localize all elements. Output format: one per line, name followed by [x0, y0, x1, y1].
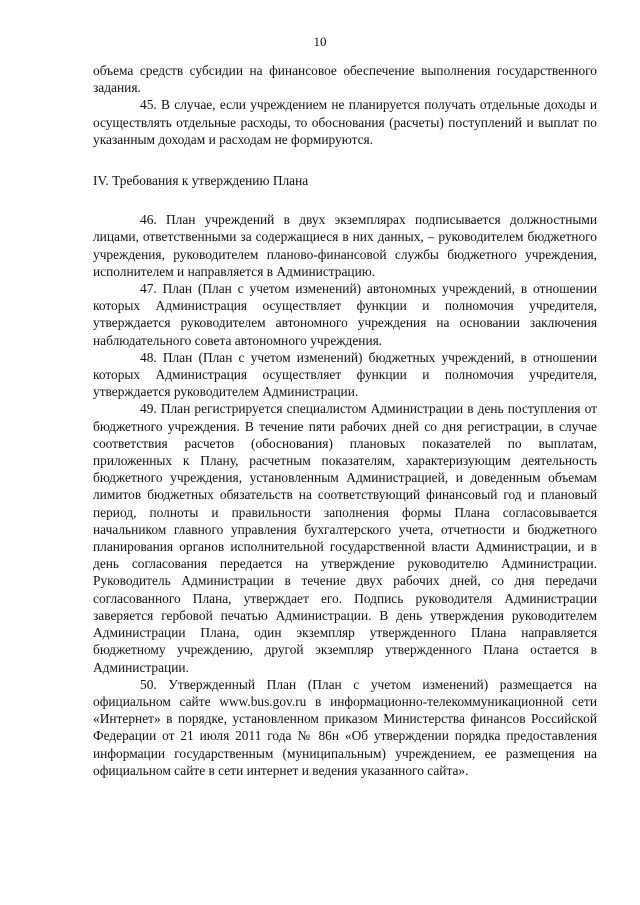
- section-heading: IV. Требования к утверждению Плана: [93, 173, 309, 189]
- page-number: 10: [313, 34, 327, 49]
- paragraph-47: 47. План (План с учетом изменений) автономных учреждений, в отношении которых Администрация осуществляет функции и полномочия учредителя, утверждается руководителем автономного учреждения на основании заключения наблюдательного совета автономного учреждения.: [93, 281, 597, 348]
- paragraph-44-continuation: объема средств субсидии на финансовое обеспечение выполнения государственного задания.: [93, 63, 597, 96]
- paragraph-49: 49. План регистрируется специалистом Администрации в день поступления от бюджетного учреждения. В течение пяти рабочих дней со дня регистрации, в случае соответствия расчетов (обоснования) плановых показателей по выплатам, приложенных к Плану, расчетным показателям, характеризующим деятельность бюджетного учреждения, установленным Администрацией, и доведенным объемам лимитов бюджетных обязательств на соответствующий финансовый год и плановый период, полноты и правильности заполнения формы Плана согласовывается начальником главного управления бухгалтерского учета, отчетности и бюджетного планирования органов исполнительной государственной власти Администрации, и в день согласования передается на утверждение руководителю Администрации. Руководитель Администрации в течение двух рабочих дней, со дня передачи согласованного Плана, утверждает его. Подпись руководителя Администрации заверяется гербовой печатью Администрации. В день утверждения руководителем Администрации Плана, один экземпляр утвержденного Плана направляется бюджетному учреждению, другой экземпляр утвержденного Плана остается в Администрации.: [93, 401, 597, 675]
- paragraph-48: 48. План (План с учетом изменений) бюджетных учреждений, в отношении которых Администрация осуществляет функции и полномочия учредителя, утверждается руководителем Администрации.: [93, 349, 597, 400]
- document-body: [93, 62, 597, 779]
- paragraph-45: 45. В случае, если учреждением не планируется получать отдельные доходы и осуществлять отдельные расходы, то обоснования (расчеты) поступлений и выплат по указанным доходам и расходам не формируются.: [93, 97, 597, 147]
- paragraph-46: 46. План учреждений в двух экземплярах подписывается должностными лицами, ответственными за содержащиеся в них данных, – руководителем бюджетного учреждения, руководителем планово-финансовой службы бюджетного учреждения, исполнителем и направляется в Администрацию.: [93, 212, 597, 279]
- paragraph-50: 50. Утвержденный План (План с учетом изменений) размещается на официальном сайте www.bus.gov.ru в информационно-телекоммуникационной сети «Интернет» в порядке, установленном приказом Министерства финансов Российской Федерации от 21 июля 2011 года № 86н «Об утверждении порядка предоставления информации государственным (муниципальным) учреждением, ее размещения на официальном сайте в сети интернет и ведения указанного сайта».: [93, 676, 597, 778]
